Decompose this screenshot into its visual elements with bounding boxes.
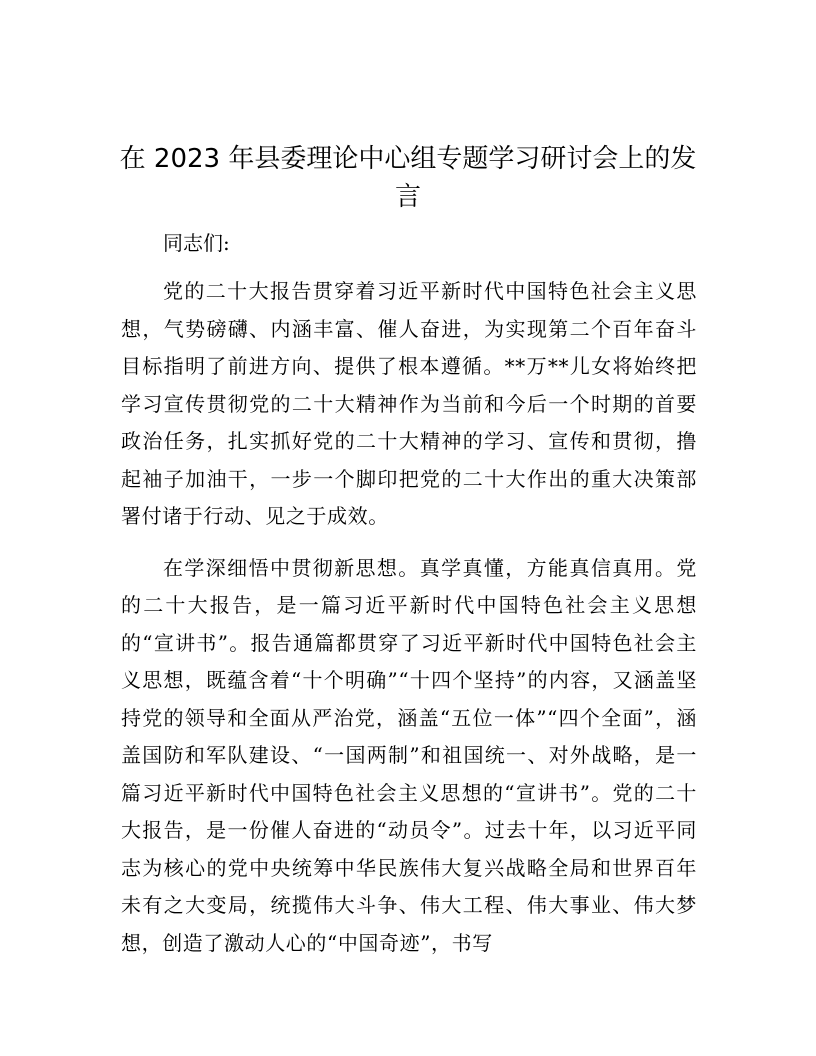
paragraph-2: 在学深细悟中贯彻新思想。真学真懂，方能真信真用。党的二十大报告，是一篇习近平新时代中国特色社会主义思想的“宣讲书”。报告通篇都贯穿了习近平新时代中国特色社会主义思想，既蕴含着“十个明确”“十四个坚持”的内容，又涵盖坚持党的领导和全面从严治党，涵盖“五位一体”“四个全面”，涵盖国防和军队建设、“一国两制”和祖国统一、对外战略，是一篇习近平新时代中国特色社会主义思想的“宣讲书”。党的二十大报告，是一份催人奋进的“动员令”。过去十年，以习近平同志为核心的党中央统筹中华民族伟大复兴战略全局和世界百年未有之大变局，统揽伟大斗争、伟大工程、伟大事业、伟大梦想，创造了激动人心的“中国奇迹”，书写 — [121, 555, 697, 955]
paragraph-1: 党的二十大报告贯穿着习近平新时代中国特色社会主义思想，气势磅礴、内涵丰富、催人奋进，为实现第二个百年奋斗目标指明了前进方向、提供了根本遵循。**万**儿女将始终把学习宣传贯彻党的二十大精神作为当前和今后一个时期的首要政治任务，扎实抓好党的二十大精神的学习、宣传和贯彻，撸起袖子加油干，一步一个脚印把党的二十大作出的重大决策部署付诸于行动、见之于成效。 — [121, 279, 697, 528]
greeting: 同志们: — [163, 231, 230, 255]
document-title: 在 2023 年县委理论中心组专题学习研讨会上的发言 — [119, 144, 697, 212]
document-body — [121, 227, 697, 976]
